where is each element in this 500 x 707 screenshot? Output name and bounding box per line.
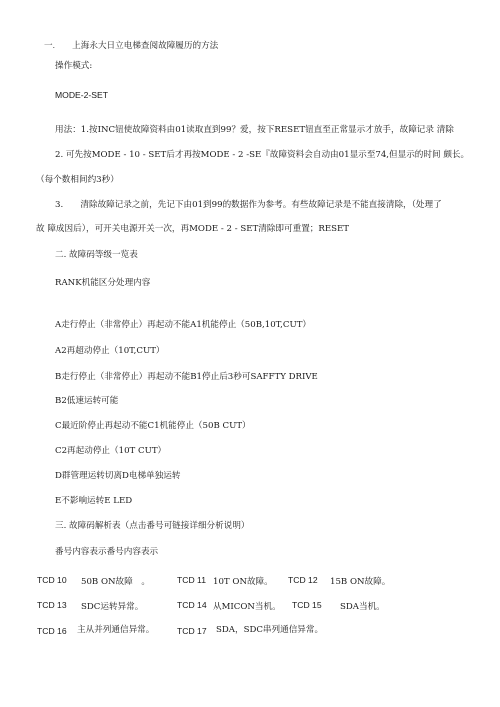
rank-item: D群管理运转切离D电梯单独运转 bbox=[55, 471, 181, 481]
mode-label: 操作模式: bbox=[55, 61, 93, 71]
usage-line-2: 2. 可先按MODE - 10 - SET后才再按MODE - 2 -SE『故障资料会自动由01显示至74,但显示的时间 颇长。 bbox=[55, 150, 470, 160]
fault-code: TCD 16 bbox=[37, 626, 67, 636]
fault-description: 10T ON故障。 bbox=[213, 577, 273, 587]
fault-description: 从MICON当机。 bbox=[213, 602, 281, 612]
fault-code: TCD 13 bbox=[37, 600, 67, 610]
fault-code: TCD 10 bbox=[37, 575, 67, 585]
mode-value: MODE-2-SET bbox=[55, 90, 108, 100]
rank-item: A走行停止（非常停止）再起动不能A1机能停止（50B,10T,CUT） bbox=[55, 320, 312, 330]
fault-description: 主从并列通信异常。 bbox=[77, 625, 155, 635]
section-3-heading: 三. 故障码解析表（点击番号可链接详细分析说明） bbox=[55, 521, 250, 531]
rank-item: C2再起动停止（10T CUT） bbox=[55, 446, 167, 456]
section-2-subheading: RANK机能区分处理内容 bbox=[55, 278, 151, 288]
document-title: 一. 上海永大日立电梯查阅故障履历的方法 bbox=[44, 40, 219, 50]
fault-code: TCD 15 bbox=[292, 600, 322, 610]
usage-line-4: 3. 清除故障记录之前，先记下由01到99的数据作为参考。有些故障记录是不能直接清除，（处理了 bbox=[55, 200, 442, 210]
fault-description: SDC运转异常。 bbox=[81, 602, 144, 612]
rank-item: B走行停止（非常停止）再起动不能B1停止后3秒可SAFFTY DRIVE bbox=[55, 372, 318, 382]
fault-code: TCD 14 bbox=[177, 600, 207, 610]
rank-item: B2低速运转可能 bbox=[55, 396, 119, 406]
usage-line-1: 用法：1.按INC钮使故障资料由01读取直到99？爱，按下RESET钮直至正常显示才放手，故障记录 清除 bbox=[55, 125, 454, 135]
fault-description: SDA，SDC串列通信异常。 bbox=[216, 625, 324, 635]
usage-line-5: 故 障成因后），可开关电源开关一次，再MODE - 2 - SET清除即可重置；RESET bbox=[36, 224, 350, 234]
fault-code: TCD 12 bbox=[288, 575, 318, 585]
fault-code: TCD 17 bbox=[177, 626, 207, 636]
fault-description: 50B ON故障 。 bbox=[81, 577, 150, 587]
fault-code: TCD 11 bbox=[177, 575, 206, 585]
rank-item: A2再超动停止（10T,CUT） bbox=[55, 346, 165, 356]
usage-line-3: （每个数相间约3秒） bbox=[36, 175, 119, 185]
rank-item: E不影响运转E LED bbox=[55, 496, 133, 506]
section-2-heading: 二. 故障码等级一览表 bbox=[55, 250, 138, 260]
fault-description: 15B ON故障。 bbox=[330, 577, 391, 587]
rank-item: C最近阶停止再起动不能C1机能停止（50B CUT） bbox=[55, 421, 251, 431]
section-3-subheading: 番号内容表示番号内容表示 bbox=[55, 547, 159, 557]
fault-description: SDA当机。 bbox=[340, 602, 385, 612]
